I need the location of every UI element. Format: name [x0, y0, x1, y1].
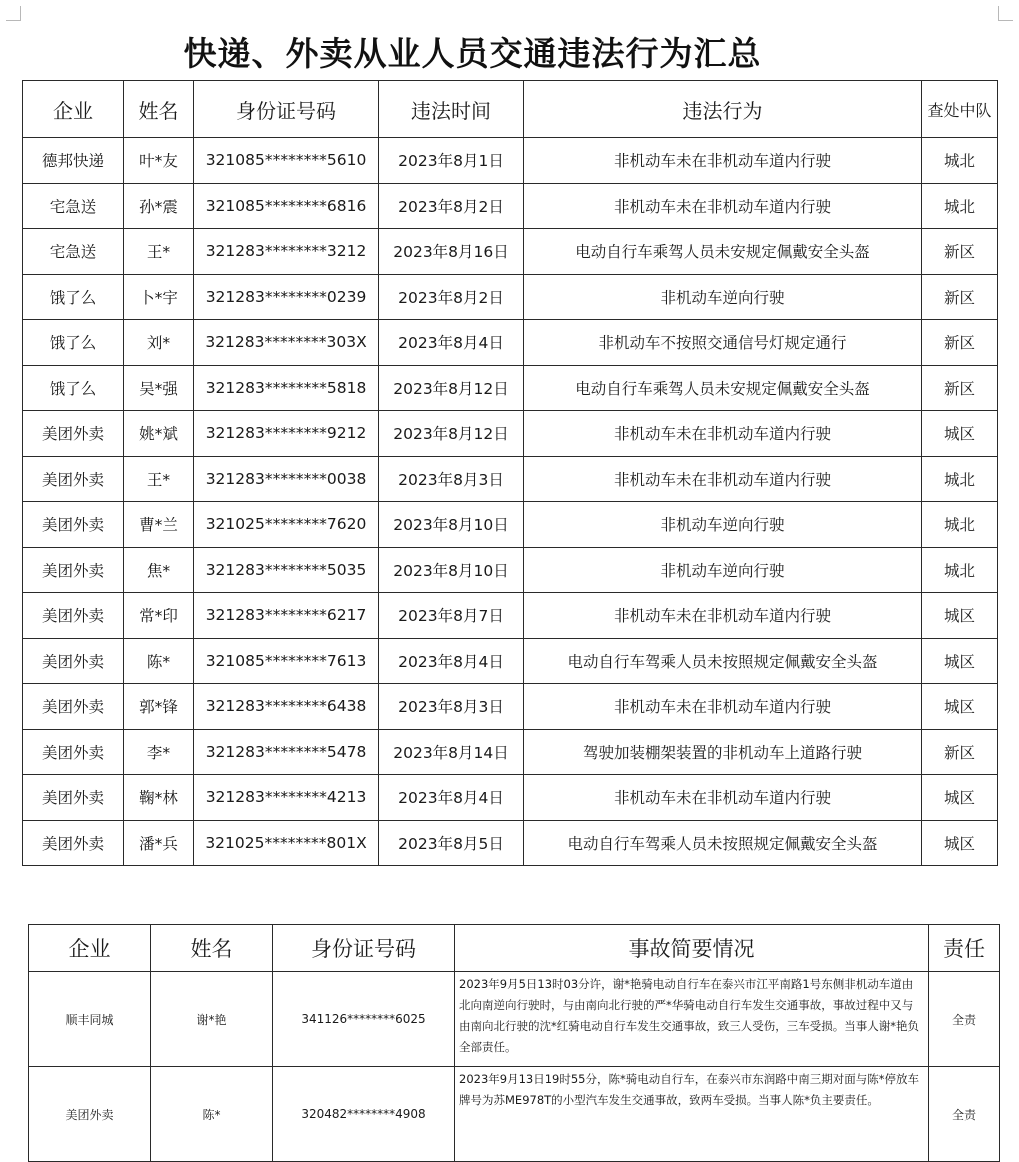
cell-name: 陈*: [124, 638, 194, 684]
header-responsibility: 责任: [929, 925, 1000, 972]
crop-mark-top-left: [6, 6, 21, 21]
cell-id-number: 321025********7620: [194, 502, 379, 548]
cell-id-number: 321283********9212: [194, 411, 379, 457]
cell-violation-time: 2023年8月12日: [379, 411, 524, 457]
header-name: 姓名: [151, 925, 273, 972]
cell-company: 饿了么: [23, 274, 124, 320]
cell-accident-summary: 2023年9月13日19时55分，陈*骑电动自行车，在泰兴市东润路中南三期对面与陈*停放车牌号为苏ME978T的小型汽车发生交通事故，致两车受损。当事人陈*负主要责任。: [455, 1067, 929, 1162]
cell-violation-behavior: 非机动车未在非机动车道内行驶: [524, 138, 922, 184]
cell-violation-behavior: 电动自行车驾乘人员未按照规定佩戴安全头盔: [524, 820, 922, 866]
cell-company: 美团外卖: [23, 411, 124, 457]
cell-company: 饿了么: [23, 365, 124, 411]
cell-violation-time: 2023年8月4日: [379, 638, 524, 684]
table-row: [23, 684, 998, 730]
table-row: [23, 638, 998, 684]
page-title: 快递、外卖从业人员交通违法行为汇总: [183, 34, 762, 73]
cell-name: 吴*强: [124, 365, 194, 411]
cell-squad: 新区: [922, 729, 998, 775]
cell-name: 潘*兵: [124, 820, 194, 866]
table-row: [23, 229, 998, 275]
cell-violation-time: 2023年8月12日: [379, 365, 524, 411]
cell-violation-behavior: 非机动车未在非机动车道内行驶: [524, 775, 922, 821]
header-violation-behavior: 违法行为: [524, 81, 922, 138]
header-id-number: 身份证号码: [194, 81, 379, 138]
cell-name: 曹*兰: [124, 502, 194, 548]
cell-violation-time: 2023年8月2日: [379, 183, 524, 229]
cell-squad: 城区: [922, 593, 998, 639]
cell-squad: 新区: [922, 229, 998, 275]
cell-violation-behavior: 非机动车未在非机动车道内行驶: [524, 593, 922, 639]
cell-violation-time: 2023年8月4日: [379, 775, 524, 821]
cell-name: 谢*艳: [151, 972, 273, 1067]
table-row: [23, 411, 998, 457]
cell-violation-time: 2023年8月2日: [379, 274, 524, 320]
header-squad: 查处中队: [922, 81, 998, 138]
cell-violation-time: 2023年8月3日: [379, 684, 524, 730]
cell-id-number: 321283********3212: [194, 229, 379, 275]
cell-name: 常*印: [124, 593, 194, 639]
cell-violation-time: 2023年8月7日: [379, 593, 524, 639]
cell-squad: 城北: [922, 502, 998, 548]
cell-name: 孙*震: [124, 183, 194, 229]
table-row: [23, 547, 998, 593]
cell-squad: 城北: [922, 138, 998, 184]
cell-squad: 城区: [922, 411, 998, 457]
cell-responsibility: 全责: [929, 1067, 1000, 1162]
cell-company: 美团外卖: [23, 456, 124, 502]
cell-name: 王*: [124, 456, 194, 502]
table-row: [23, 820, 998, 866]
cell-company: 美团外卖: [23, 502, 124, 548]
table-row: [29, 972, 1000, 1067]
cell-id-number: 341126********6025: [273, 972, 455, 1067]
violations-header-row: [23, 81, 998, 138]
crop-mark-top-right: [998, 6, 1013, 21]
cell-violation-time: 2023年8月3日: [379, 456, 524, 502]
cell-violation-behavior: 非机动车逆向行驶: [524, 274, 922, 320]
cell-company: 宅急送: [23, 183, 124, 229]
cell-violation-behavior: 电动自行车驾乘人员未按照规定佩戴安全头盔: [524, 638, 922, 684]
cell-squad: 新区: [922, 274, 998, 320]
cell-company: 美团外卖: [23, 593, 124, 639]
cell-responsibility: 全责: [929, 972, 1000, 1067]
cell-violation-time: 2023年8月14日: [379, 729, 524, 775]
table-row: [23, 456, 998, 502]
header-company: 企业: [23, 81, 124, 138]
cell-squad: 城区: [922, 775, 998, 821]
cell-company: 美团外卖: [29, 1067, 151, 1162]
cell-company: 饿了么: [23, 320, 124, 366]
table-row: [23, 320, 998, 366]
cell-violation-behavior: 非机动车逆向行驶: [524, 547, 922, 593]
cell-name: 王*: [124, 229, 194, 275]
cell-violation-time: 2023年8月10日: [379, 547, 524, 593]
cell-violation-time: 2023年8月1日: [379, 138, 524, 184]
cell-name: 李*: [124, 729, 194, 775]
cell-id-number: 321283********6438: [194, 684, 379, 730]
cell-squad: 城北: [922, 456, 998, 502]
cell-violation-behavior: 电动自行车乘驾人员未安规定佩戴安全头盔: [524, 229, 922, 275]
table-row: [23, 593, 998, 639]
cell-company: 美团外卖: [23, 729, 124, 775]
cell-company: 德邦快递: [23, 138, 124, 184]
cell-violation-behavior: 非机动车未在非机动车道内行驶: [524, 684, 922, 730]
cell-violation-time: 2023年8月16日: [379, 229, 524, 275]
cell-violation-behavior: 电动自行车乘驾人员未安规定佩戴安全头盔: [524, 365, 922, 411]
header-violation-time: 违法时间: [379, 81, 524, 138]
cell-squad: 新区: [922, 365, 998, 411]
table-row: [23, 775, 998, 821]
table-row: [23, 183, 998, 229]
cell-name: 焦*: [124, 547, 194, 593]
cell-id-number: 321085********7613: [194, 638, 379, 684]
cell-accident-summary: 2023年9月5日13时03分许，谢*艳骑电动自行车在泰兴市江平南路1号东侧非机动车道由北向南逆向行驶时，与由南向北行驶的严*华骑电动自行车发生交通事故，事故过程中又与由南向北行驶的沈*红骑电动自行车发生交通事故，致三人受伤，三车受损。当事人谢*艳负全部责任。: [455, 972, 929, 1067]
header-id-number: 身份证号码: [273, 925, 455, 972]
cell-company: 美团外卖: [23, 547, 124, 593]
cell-id-number: 321283********0038: [194, 456, 379, 502]
cell-violation-behavior: 非机动车不按照交通信号灯规定通行: [524, 320, 922, 366]
cell-name: 刘*: [124, 320, 194, 366]
cell-id-number: 321283********303X: [194, 320, 379, 366]
cell-company: 美团外卖: [23, 820, 124, 866]
cell-squad: 城区: [922, 638, 998, 684]
cell-violation-behavior: 非机动车逆向行驶: [524, 502, 922, 548]
cell-name: 叶*友: [124, 138, 194, 184]
cell-violation-behavior: 非机动车未在非机动车道内行驶: [524, 183, 922, 229]
cell-id-number: 321283********5035: [194, 547, 379, 593]
cell-id-number: 321085********5610: [194, 138, 379, 184]
cell-company: 美团外卖: [23, 775, 124, 821]
header-company: 企业: [29, 925, 151, 972]
cell-squad: 城区: [922, 820, 998, 866]
cell-company: 宅急送: [23, 229, 124, 275]
cell-violation-time: 2023年8月4日: [379, 320, 524, 366]
cell-violation-time: 2023年8月10日: [379, 502, 524, 548]
cell-id-number: 321283********4213: [194, 775, 379, 821]
cell-squad: 城北: [922, 183, 998, 229]
cell-name: 姚*斌: [124, 411, 194, 457]
header-accident-summary: 事故简要情况: [455, 925, 929, 972]
header-name: 姓名: [124, 81, 194, 138]
cell-name: 陈*: [151, 1067, 273, 1162]
cell-violation-behavior: 非机动车未在非机动车道内行驶: [524, 456, 922, 502]
cell-company: 美团外卖: [23, 638, 124, 684]
cell-squad: 城北: [922, 547, 998, 593]
cell-company: 美团外卖: [23, 684, 124, 730]
cell-id-number: 321283********5818: [194, 365, 379, 411]
cell-company: 顺丰同城: [29, 972, 151, 1067]
cell-name: 鞠*林: [124, 775, 194, 821]
cell-id-number: 321283********5478: [194, 729, 379, 775]
cell-violation-behavior: 驾驶加装棚架装置的非机动车上道路行驶: [524, 729, 922, 775]
cell-id-number: 321025********801X: [194, 820, 379, 866]
cell-name: 郭*锋: [124, 684, 194, 730]
cell-violation-behavior: 非机动车未在非机动车道内行驶: [524, 411, 922, 457]
accidents-header-row: [29, 925, 1000, 972]
cell-violation-time: 2023年8月5日: [379, 820, 524, 866]
accidents-table-body: [29, 972, 1000, 1162]
cell-squad: 新区: [922, 320, 998, 366]
table-row: [23, 274, 998, 320]
cell-id-number: 320482********4908: [273, 1067, 455, 1162]
violations-table: [22, 80, 998, 866]
table-row: [23, 138, 998, 184]
accidents-table: [28, 924, 1000, 1162]
violations-table-body: [23, 138, 998, 866]
table-row: [23, 502, 998, 548]
table-row: [23, 729, 998, 775]
table-row: [23, 365, 998, 411]
cell-name: 卜*宇: [124, 274, 194, 320]
cell-id-number: 321085********6816: [194, 183, 379, 229]
table-row: [29, 1067, 1000, 1162]
cell-id-number: 321283********0239: [194, 274, 379, 320]
cell-id-number: 321283********6217: [194, 593, 379, 639]
cell-squad: 城区: [922, 684, 998, 730]
